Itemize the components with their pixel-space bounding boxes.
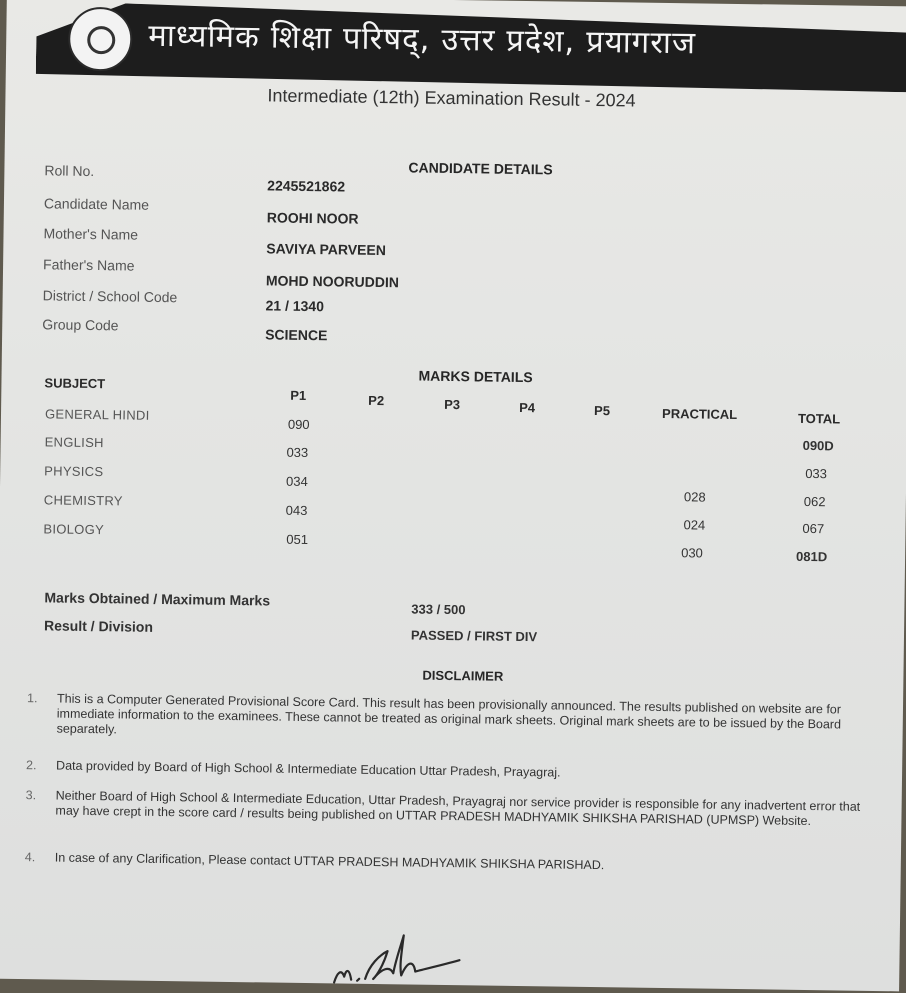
group-code-label: Group Code — [42, 316, 119, 334]
disclaimer-item-number: 3. — [25, 788, 37, 803]
result-division-label: Result / Division — [43, 617, 154, 635]
marks-obtained-label: Marks Obtained / Maximum Marks — [44, 589, 271, 609]
table-row-subject: ENGLISH — [44, 434, 104, 451]
disclaimer-item-text: Data provided by Board of High School & Intermediate Education Uttar Pradesh, Prayagraj. — [56, 758, 561, 780]
table-row-total: 062 — [803, 493, 826, 510]
table-row-practical: 028 — [683, 489, 706, 505]
table-row-p1: 033 — [286, 444, 309, 461]
disclaimer-item — [26, 758, 868, 785]
candidate-name-label: Candidate Name — [43, 195, 150, 213]
table-row-practical: 030 — [681, 545, 703, 561]
candidate-details-heading: CANDIDATE DETAILS — [408, 159, 553, 178]
col-p2: P2 — [368, 392, 385, 409]
col-p5: P5 — [594, 403, 611, 419]
disclaimer-item-text: This is a Computer Generated Provisional Score Card. This result has been provisionally announced. The results published on website are for immediate information to the examinees. These cannot be treated as original mark sheets. Original mark sheets are to be issued by the Board separately. — [56, 691, 842, 737]
col-p1: P1 — [290, 387, 307, 403]
table-row-p1: 043 — [285, 502, 308, 519]
col-p3: P3 — [444, 396, 461, 413]
marks-details-heading: MARKS DETAILS — [418, 367, 533, 386]
father-name-label: Father's Name — [42, 256, 135, 274]
roll-no-label: Roll No. — [44, 162, 95, 180]
disclaimer-item-number: 1. — [26, 691, 38, 706]
mother-name-label: Mother's Name — [43, 225, 139, 243]
disclaimer-item-text: In case of any Clarification, Please contact UTTAR PRADESH MADHYAMIK SHIKSHA PARISHAD. — [54, 850, 605, 873]
table-row-p1: 090 — [287, 416, 310, 433]
table-row-practical: 024 — [683, 517, 706, 533]
marks-obtained-value: 333 / 500 — [411, 601, 466, 618]
candidate-name-value: ROOHI NOOR — [266, 209, 359, 227]
table-row-subject: PHYSICS — [44, 463, 104, 480]
disclaimer-item-number: 2. — [26, 758, 37, 773]
disclaimer-item-number: 4. — [24, 850, 36, 865]
mother-name-value: SAVIYA PARVEEN — [266, 240, 387, 259]
col-p4: P4 — [519, 399, 536, 416]
roll-no-value: 2245521862 — [267, 177, 346, 195]
board-name: माध्यमिक शिक्षा परिषद्, उत्तर प्रदेश, प्रयागराज — [148, 17, 697, 62]
disclaimer-item — [25, 788, 867, 830]
disclaimer-heading: DISCLAIMER — [422, 667, 504, 684]
table-row-total: 081D — [796, 548, 828, 565]
exam-title: Intermediate (12th) Examination Result - 2024 — [267, 85, 636, 111]
district-school-code-value: 21 / 1340 — [265, 297, 325, 315]
result-division-value: PASSED / FIRST DIV — [410, 627, 538, 645]
table-row-subject: GENERAL HINDI — [44, 406, 150, 423]
table-row-total: 033 — [805, 465, 828, 482]
col-practical: PRACTICAL — [661, 405, 738, 423]
disclaimer-item-text: Neither Board of High School & Intermediate Education, Uttar Pradesh, Prayagraj nor service provider is responsible for any inadvertent error that may have crept in the score card / results being published on UTTAR PRADESH MADHYAMIK SHIKSHA PARISHAD (UPMSP) Website. — [55, 788, 861, 829]
father-name-value: MOHD NOORUDDIN — [265, 272, 400, 291]
col-subject: SUBJECT — [44, 375, 106, 392]
table-row-subject: BIOLOGY — [43, 521, 105, 538]
table-row-total: 090D — [802, 437, 834, 454]
group-code-value: SCIENCE — [265, 326, 328, 344]
table-row-total: 067 — [802, 520, 825, 537]
disclaimer-item — [27, 691, 870, 748]
table-row-p1: 034 — [286, 473, 308, 490]
district-school-code-label: District / School Code — [42, 287, 178, 306]
table-row-p1: 051 — [286, 531, 309, 548]
table-row-subject: CHEMISTRY — [43, 492, 123, 509]
signature — [329, 924, 470, 986]
col-total: TOTAL — [797, 410, 841, 427]
disclaimer-item — [25, 850, 867, 877]
